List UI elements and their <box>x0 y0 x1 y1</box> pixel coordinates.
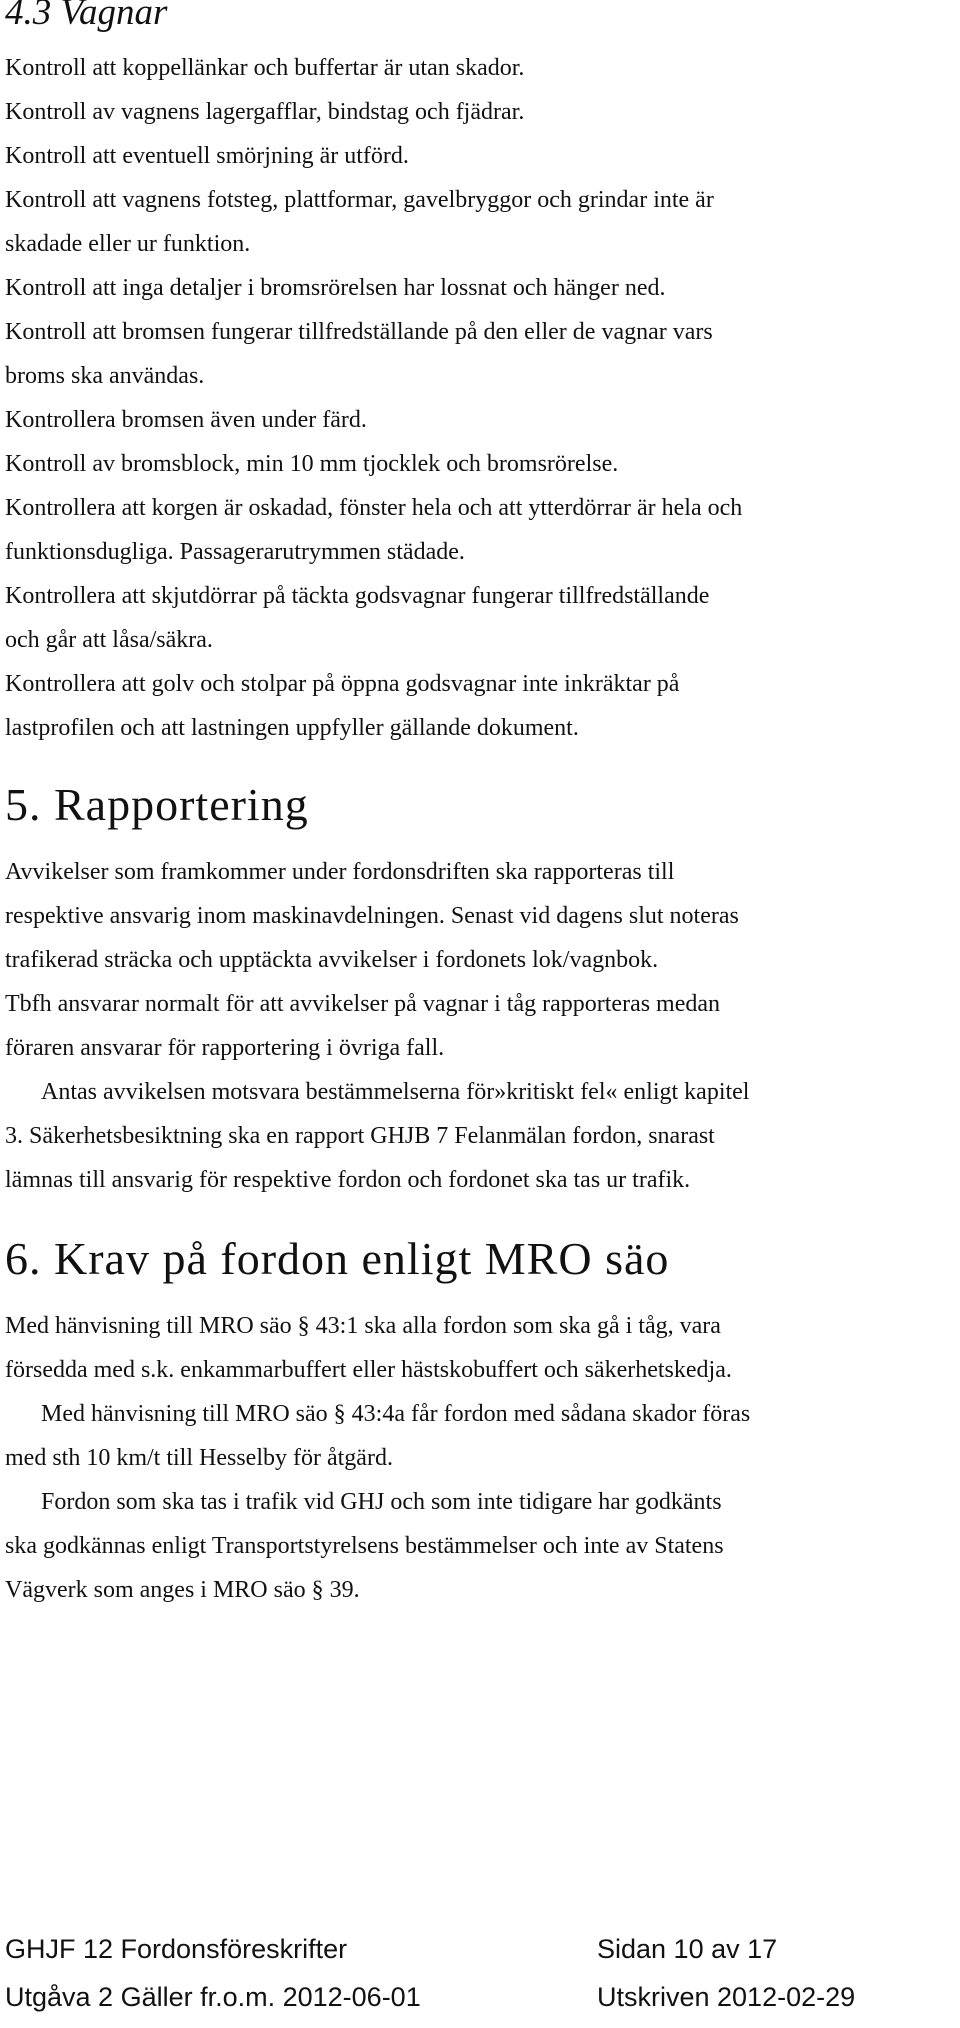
text-line: med sth 10 km/t till Hesselby för åtgärd. <box>5 1445 393 1471</box>
text-line: Kontrollera att korgen är oskadad, fönster hela och att ytterdörrar är hela och <box>5 495 743 521</box>
text-line: 3. Säkerhetsbesiktning ska en rapport GHJB 7 Felanmälan fordon, snarast <box>5 1123 715 1149</box>
text-line: Med hänvisning till MRO säo § 43:1 ska alla fordon som ska gå i tåg, vara <box>5 1313 721 1339</box>
text-line: Fordon som ska tas i trafik vid GHJ och som inte tidigare har godkänts <box>41 1489 722 1515</box>
text-line: Kontroll att inga detaljer i bromsrörelsen har lossnat och hänger ned. <box>5 275 666 301</box>
text-line: Kontroll att koppellänkar och buffertar är utan skador. <box>5 55 525 81</box>
text-line: föraren ansvarar för rapportering i övriga fall. <box>5 1035 445 1061</box>
text-line: Kontroll att eventuell smörjning är utförd. <box>5 143 409 169</box>
text-line: trafikerad sträcka och upptäckta avvikelser i fordonets lok/vagnbok. <box>5 947 659 973</box>
text-line: Kontrollera bromsen även under färd. <box>5 407 367 433</box>
text-line: Med hänvisning till MRO säo § 43:4a får fordon med sådana skador föras <box>41 1401 751 1427</box>
text-line: respektive ansvarig inom maskinavdelningen. Senast vid dagens slut noteras <box>5 903 739 929</box>
text-line: lastprofilen och att lastningen uppfyller gällande dokument. <box>5 715 579 741</box>
document-page <box>5 0 955 1612</box>
text-line: Kontrollera att skjutdörrar på täckta godsvagnar fungerar tillfredställande <box>5 583 710 609</box>
text-line: Kontroll att bromsen fungerar tillfredställande på den eller de vagnar vars <box>5 319 713 345</box>
text-line: Kontrollera att golv och stolpar på öppna godsvagnar inte inkräktar på <box>5 671 680 697</box>
section-6-body <box>5 1304 955 1612</box>
footer-page-number: Sidan 10 av 17 <box>597 1934 778 1964</box>
footer-edition: Utgåva 2 Gäller fr.o.m. 2012-06-01 <box>5 1982 421 2012</box>
section-6-heading: 6. Krav på fordon enligt MRO säo <box>5 1233 670 1284</box>
text-line: och går att låsa/säkra. <box>5 627 213 653</box>
section-5-heading: 5. Rapportering <box>5 779 309 830</box>
text-line: Kontroll att vagnens fotsteg, plattformar, gavelbryggor och grindar inte är <box>5 187 714 213</box>
text-line: lämnas till ansvarig för respektive fordon och fordonet ska tas ur trafik. <box>5 1167 691 1193</box>
text-line: Antas avvikelsen motsvara bestämmelserna för»kritiskt fel« enligt kapitel <box>41 1079 750 1105</box>
section-4-3-heading: 4.3 Vagnar <box>5 0 168 33</box>
text-line: ska godkännas enligt Transportstyrelsens bestämmelser och inte av Statens <box>5 1533 724 1559</box>
text-line: Avvikelser som framkommer under fordonsdriften ska rapporteras till <box>5 859 675 885</box>
text-line: Kontroll av bromsblock, min 10 mm tjocklek och bromsrörelse. <box>5 451 619 477</box>
text-line: funktionsdugliga. Passagerarutrymmen städade. <box>5 539 465 565</box>
text-line: skadade eller ur funktion. <box>5 231 251 257</box>
footer-doc-title: GHJF 12 Fordonsföreskrifter <box>5 1934 348 1964</box>
text-line: Kontroll av vagnens lagergafflar, bindstag och fjädrar. <box>5 99 525 125</box>
text-line: försedda med s.k. enkammarbuffert eller hästskobuffert och säkerhetskedja. <box>5 1357 732 1383</box>
text-line: broms ska användas. <box>5 363 205 389</box>
text-line: Vägverk som anges i MRO säo § 39. <box>5 1577 360 1603</box>
text-line: Tbfh ansvarar normalt för att avvikelser på vagnar i tåg rapporteras medan <box>5 991 721 1017</box>
section-5-body <box>5 850 955 1202</box>
footer-printed-date: Utskriven 2012-02-29 <box>597 1982 856 2012</box>
section-4-3-body <box>5 46 955 750</box>
